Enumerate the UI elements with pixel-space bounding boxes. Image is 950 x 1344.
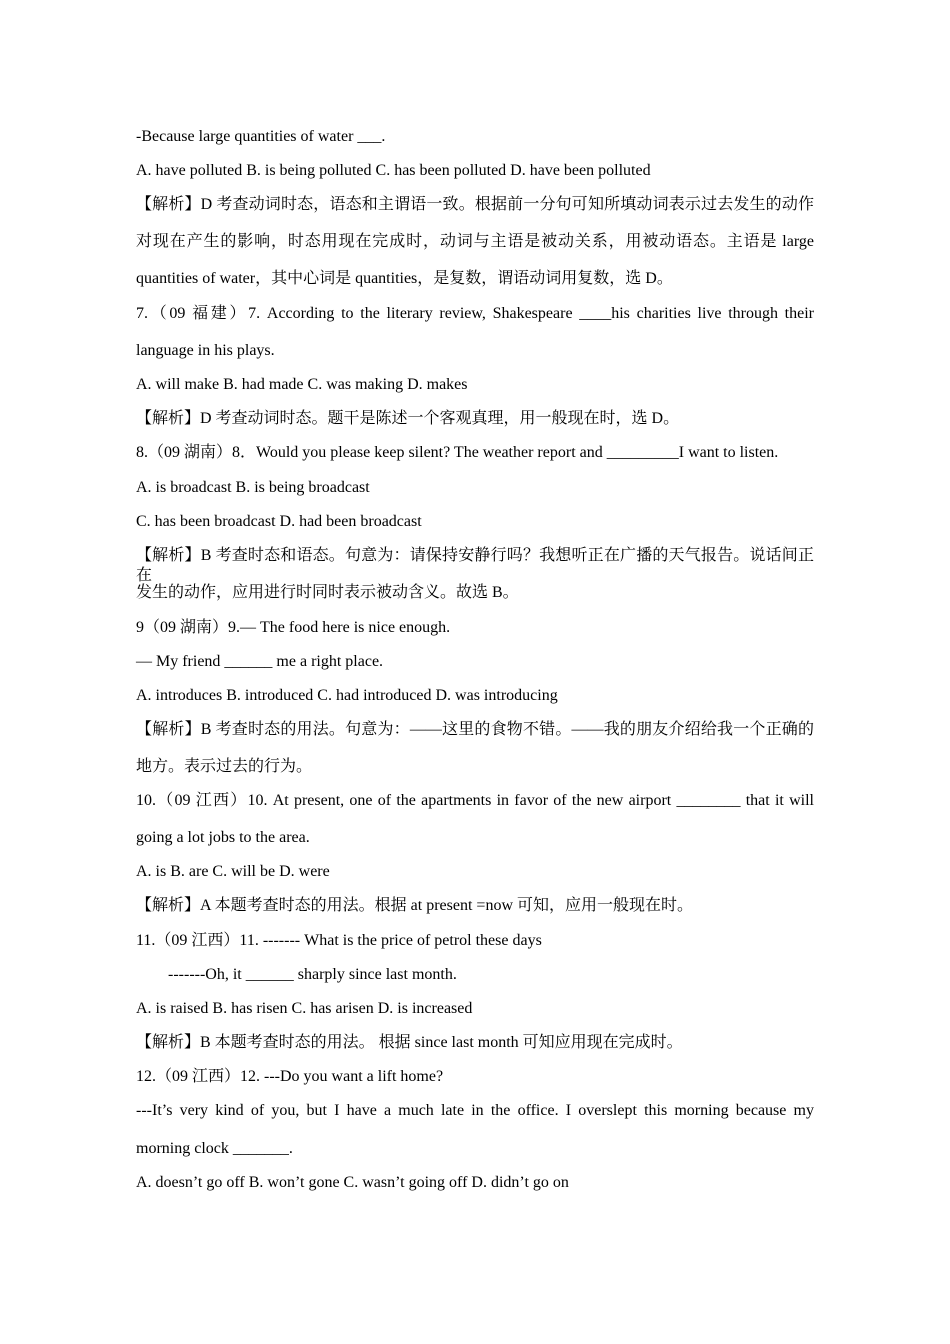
explanation-line: 发生的动作，应用进行时同时表示被动含义。故选 B。 — [136, 584, 519, 601]
question-9-continued: — My friend ______ me a right place. — [136, 653, 384, 670]
question-11: 11.（09 江西）11. ------- What is the price of petrol these days — [136, 932, 542, 949]
question-10-continued: going a lot jobs to the area. — [136, 829, 310, 846]
question-9: 9（09 湖南）9.— The food here is nice enough. — [136, 619, 451, 636]
question-12-continued: ---It’s very kind of you, but I have a much late in the office. I overslept this morning because my — [136, 1102, 814, 1119]
question-7-continued: language in his plays. — [136, 342, 275, 359]
question-stem-line: -Because large quantities of water ___. — [136, 128, 386, 145]
question-12: 12.（09 江西）12. ---Do you want a lift home? — [136, 1068, 444, 1085]
question-8: 8.（09 湖南）8．Would you please keep silent? The weather report and _________I want to listen. — [136, 444, 779, 461]
question-11-continued: -------Oh, it ______ sharply since last month. — [168, 966, 457, 983]
explanation-line: 【解析】D 考查动词时态，语态和主谓语一致。根据前一分句可知所填动词表示过去发生的动作 — [136, 196, 814, 213]
explanation-line: 【解析】A 本题考查时态的用法。根据 at present =now 可知，应用一般现在时。 — [136, 897, 694, 914]
question-10: 10.（09 江西）10. At present, one of the apartments in favor of the new airport ________ that it will — [136, 792, 814, 809]
explanation-line: 【解析】D 考查动词时态。题干是陈述一个客观真理，用一般现在时，选 D。 — [136, 410, 680, 427]
answer-options: A. is B. are C. will be D. were — [136, 863, 330, 880]
explanation-line: 地方。表示过去的行为。 — [136, 758, 313, 775]
answer-options: C. has been broadcast D. had been broadcast — [136, 513, 422, 530]
explanation-line: 【解析】B 考查时态和语态。句意为：请保持安静行吗？我想听正在广播的天气报告。说话间正在 — [136, 547, 814, 584]
answer-options: A. is broadcast B. is being broadcast — [136, 479, 370, 496]
explanation-line: quantities of water，其中心词是 quantities，是复数，谓语动词用复数，选 D。 — [136, 270, 673, 287]
question-12-continued: morning clock _______. — [136, 1140, 293, 1157]
explanation-line: 【解析】B 本题考查时态的用法。 根据 since last month 可知应用现在完成时。 — [136, 1034, 683, 1051]
answer-options: A. will make B. had made C. was making D. makes — [136, 376, 468, 393]
answer-options: A. have polluted B. is being polluted C. has been polluted D. have been polluted — [136, 162, 651, 179]
answer-options: A. introduces B. introduced C. had introduced D. was introducing — [136, 687, 558, 704]
answer-options: A. is raised B. has risen C. has arisen D. is increased — [136, 1000, 473, 1017]
question-7: 7.（09 福建）7. According to the literary review, Shakespeare ____his charities live through their — [136, 305, 814, 322]
answer-options: A. doesn’t go off B. won’t gone C. wasn’t going off D. didn’t go on — [136, 1174, 569, 1191]
explanation-line: 对现在产生的影响，时态用现在完成时，动词与主语是被动关系，用被动语态。主语是 large — [136, 233, 814, 250]
explanation-line: 【解析】B 考查时态的用法。句意为：——这里的食物不错。——我的朋友介绍给我一个正确的 — [136, 721, 814, 738]
